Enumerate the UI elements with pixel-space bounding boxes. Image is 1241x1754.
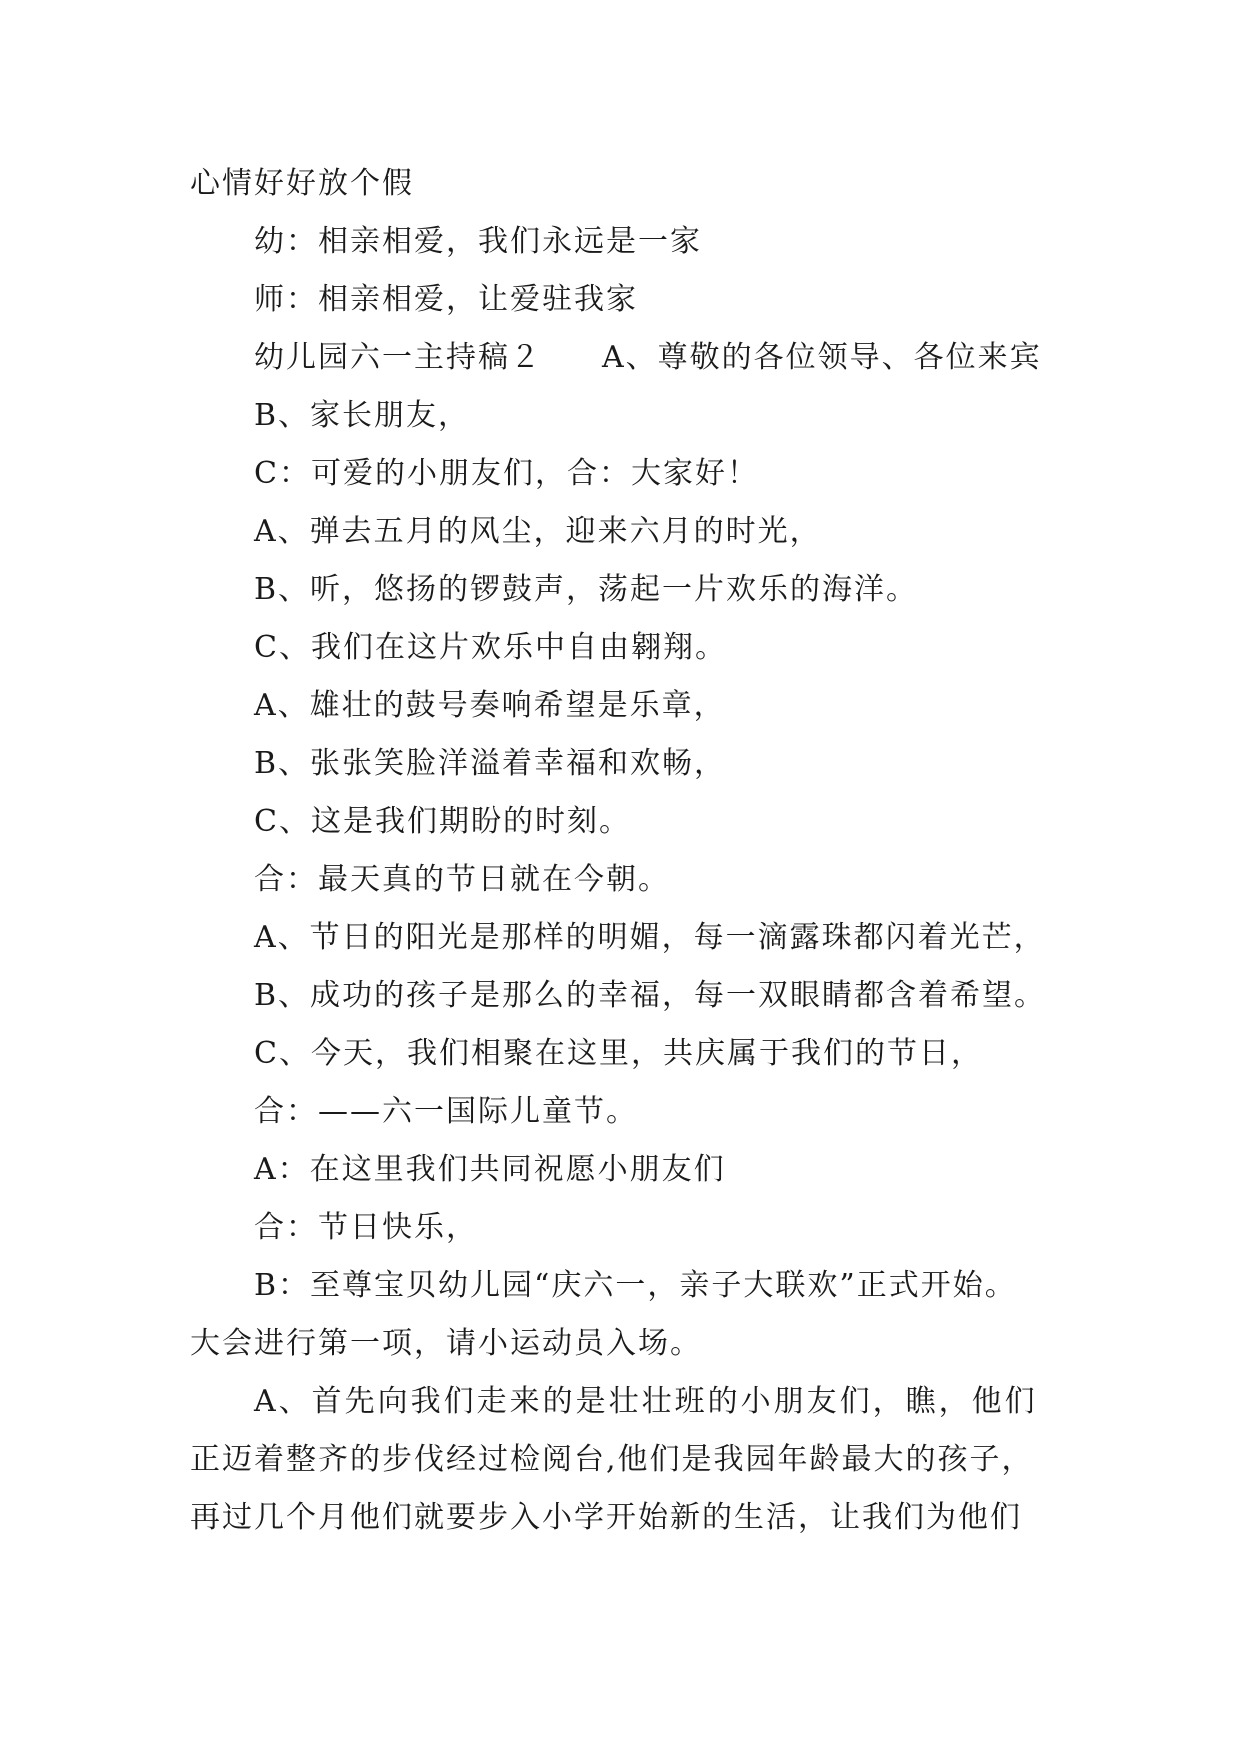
text-line: A、首先向我们走来的是壮壮班的小朋友们，瞧，他们 <box>254 1384 1038 1419</box>
text-line: 幼：相亲相爱，我们永远是一家 <box>254 224 702 259</box>
text-line: A、弹去五月的风尘，迎来六月的时光， <box>254 514 822 549</box>
document-body <box>190 155 1050 1547</box>
text-line: 大会进行第一项，请小运动员入场。 <box>190 1326 702 1361</box>
text-line: A、雄壮的鼓号奏响希望是乐章， <box>254 688 726 723</box>
section-heading-line <box>190 329 1050 387</box>
text-line: 合：最天真的节日就在今朝。 <box>254 862 670 897</box>
text-line: 心情好好放个假 <box>190 166 414 201</box>
text-line: B、张张笑脸洋溢着幸福和欢畅， <box>254 746 727 781</box>
text-line: 师：相亲相爱，让爱驻我家 <box>254 282 638 317</box>
text-line: C、今天，我们相聚在这里，共庆属于我们的节日， <box>254 1036 983 1071</box>
section-title: 幼儿园六一主持稿２ <box>254 340 542 375</box>
text-line: B、家长朋友， <box>254 398 471 433</box>
text-line: C、我们在这片欢乐中自由翱翔。 <box>254 630 727 665</box>
text-line: B：至尊宝贝幼儿园“庆六一，亲子大联欢”正式开始。 <box>254 1268 1017 1303</box>
text-line: 再过几个月他们就要步入小学开始新的生活，让我们为他们 <box>190 1500 1022 1535</box>
text-line: B、成功的孩子是那么的幸福，每一双眼睛都含着希望。 <box>254 978 1047 1013</box>
text-line: C：可爱的小朋友们，合：大家好！ <box>254 456 759 491</box>
text-line: 合：节日快乐， <box>254 1210 478 1245</box>
text-line: B、听，悠扬的锣鼓声，荡起一片欢乐的海洋。 <box>254 572 919 607</box>
text-line: A、节日的阳光是那样的明媚，每一滴露珠都闪着光芒， <box>254 920 1046 955</box>
text-line: 正迈着整齐的步伐经过检阅台,他们是我园年龄最大的孩子， <box>190 1442 1034 1477</box>
text-line: A：在这里我们共同祝愿小朋友们 <box>254 1152 726 1187</box>
text-line: 合：——六一国际儿童节。 <box>254 1094 638 1129</box>
text-segment: A、尊敬的各位领导、各位来宾 <box>602 340 1042 375</box>
text-line: C、这是我们期盼的时刻。 <box>254 804 631 839</box>
